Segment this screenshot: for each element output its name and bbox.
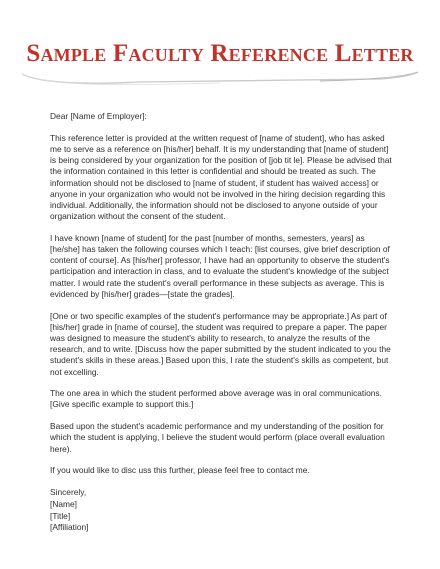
closing-name: [Name] [50,498,77,509]
letter-paragraph: This reference letter is provided at the written request of [name of student], who has asked me to serve as a reference on [his/her] behalf. It is my understanding that [name of student] is being considered by your organization for the position of [job tit le]. Please be advised that the information contained in this letter is confidential and should be treated as such. The information should not be disclosed to [name of student, if student has waived access] or anyone in your organization who would not be involved in the hiring decision regarding this individual. Additionally, the information should not be disclosed to anyone outside of your organization without the consent of the student. [50,132,392,222]
letter-paragraph: Based upon the student's academic performance and my understanding of the position for which the student is applying, I believe the student would perform (place overall evaluation here). [50,421,385,454]
letter-closing [50,487,395,534]
letter-salutation: Dear [Name of Employer]: [50,111,147,121]
letter-paragraph: If you would like to disc uss this further, please feel free to contact me. [50,465,310,476]
closing-sincerely: Sincerely, [50,486,87,497]
decorative-divider [20,70,420,86]
closing-title: [Title] [50,510,71,521]
letter-paragraph: [One or two specific examples of the student's performance may be appropriate.] As part of [his/her] grade in [name of course], the student was required to prepare a paper. The paper was designed to measure the student's ability to research, to analyze the results of the research, and to write. [Discuss how the paper submitted by the student indicated to you the student's skills in these areas.] Based upon this, I rate the student's skills as competent, but not excelling. [50,310,391,377]
letter-paragraph: The one area in which the student performed above average was in oral communications. [Give specific example to support this.] [50,388,382,410]
letter-body [50,111,395,534]
closing-affiliation: [Affiliation] [50,522,89,533]
letter-paragraph: I have known [name of student] for the past [number of months, semesters, years] as [he/she] has taken the following courses which I teach: [list courses, give brief description of content of course]. As [his/her] professor, I have had an opportunity to observe the student's participation and interaction in class, and to evaluate the student's knowledge of the subject matter. I would rate the student's overall performance in these subjects as average. This is evidenced by [his/her] grades—[state the grades]. [50,232,390,299]
letter-title: Sample Faculty Reference Letter [26,40,414,67]
